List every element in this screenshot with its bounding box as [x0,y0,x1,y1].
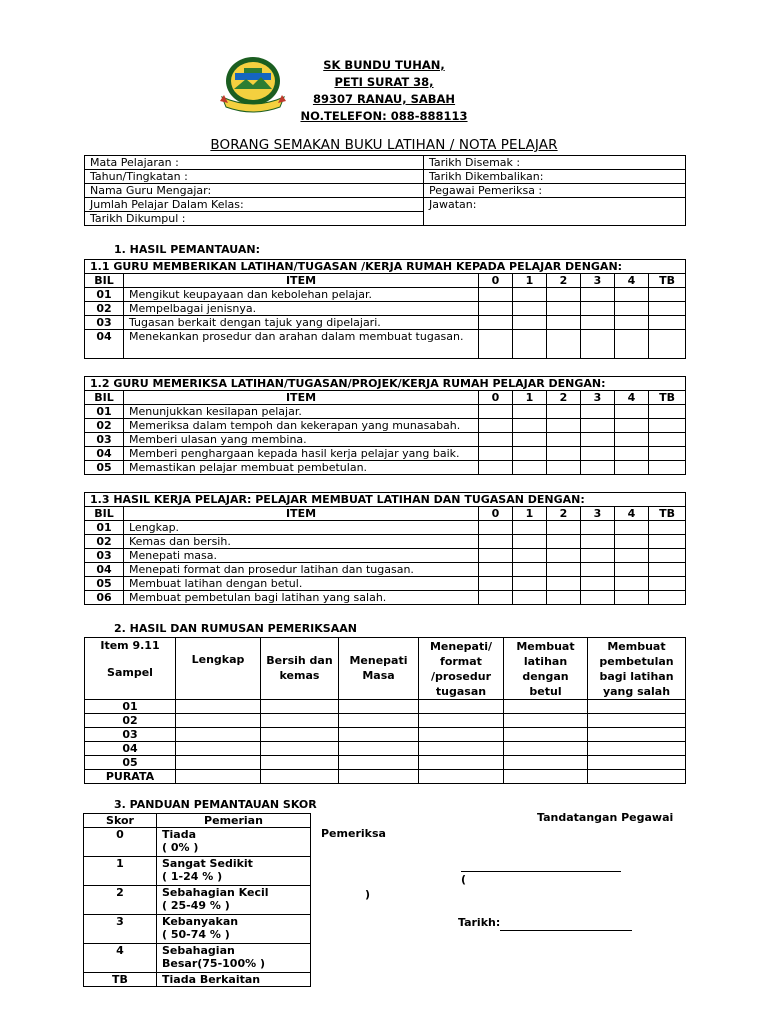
row-item: Memeriksa dalam tempoh dan kekerapan yang munasabah. [124,419,479,433]
col-membuat-pembetulan: Membuat pembetulan bagi latihan yang salah [588,638,686,700]
score-cell[interactable] [479,521,513,535]
score-cell[interactable] [513,461,547,475]
result-cell[interactable] [176,742,261,756]
score-cell[interactable] [649,521,686,535]
date-label: Tarikh: [458,916,501,929]
info-jumlah-pelajar[interactable]: Jumlah Pelajar Dalam Kelas: [85,198,424,212]
date-line[interactable] [500,930,632,931]
school-header [0,57,768,125]
result-cell[interactable] [504,728,588,742]
col-score-2: 2 [547,274,581,288]
score-cell[interactable] [581,549,615,563]
col-score-1: 1 [513,391,547,405]
result-cell[interactable] [504,756,588,770]
score-desc-2: ( 0% ) [162,841,199,854]
result-cell[interactable] [176,770,261,784]
row-bil: 04 [85,447,124,461]
score-cell[interactable] [581,405,615,419]
score-desc [157,857,311,886]
score-cell[interactable] [615,549,649,563]
result-cell[interactable] [419,742,504,756]
row-bil: 02 [85,419,124,433]
score-cell[interactable] [581,535,615,549]
row-bil: 04 [85,563,124,577]
row-bil: 03 [85,549,124,563]
signature-line[interactable] [461,871,621,872]
score-cell[interactable] [479,563,513,577]
score-cell[interactable] [513,302,547,316]
result-cell[interactable] [261,756,339,770]
score-cell[interactable] [479,535,513,549]
table-row [85,549,686,563]
score-cell[interactable] [547,521,581,535]
col-score-tb: TB [649,274,686,288]
score-cell[interactable] [581,288,615,302]
col-item: ITEM [124,274,479,288]
table-row [85,742,686,756]
row-bil: 03 [85,433,124,447]
score-cell[interactable] [547,447,581,461]
col-menepati-format: Menepati/ format /prosedur tugasan [419,638,504,700]
result-cell[interactable] [261,742,339,756]
score-cell[interactable] [513,577,547,591]
score-cell[interactable] [513,521,547,535]
score-cell[interactable] [615,433,649,447]
signature-paren-open: ( [461,873,467,886]
score-cell[interactable] [479,405,513,419]
score-cell[interactable] [581,330,615,359]
score-desc: Tiada Berkaitan [157,973,311,987]
score-cell[interactable] [649,433,686,447]
col-sampel [85,638,176,700]
score-desc [157,915,311,944]
score-guide-table [83,813,311,987]
score-cell[interactable] [479,591,513,605]
score-cell[interactable] [479,330,513,359]
result-cell[interactable] [176,728,261,742]
table-row [84,915,311,944]
result-cell[interactable] [588,700,686,714]
col-score-3: 3 [581,507,615,521]
score-desc-1: Sangat Sedikit [162,857,253,870]
school-phone: NO.TELEFON: 088-888113 [300,109,468,123]
score-cell[interactable] [479,461,513,475]
score-cell[interactable] [513,330,547,359]
score-cell[interactable] [479,288,513,302]
result-cell[interactable] [504,770,588,784]
score-cell[interactable] [513,316,547,330]
col-score-0: 0 [479,274,513,288]
table-row [85,728,686,742]
table-row [84,886,311,915]
table-row [85,433,686,447]
col-bil: BIL [85,274,124,288]
score-cell[interactable] [649,563,686,577]
table-1-3 [84,492,686,605]
table-row [85,461,686,475]
col-pemerian: Pemerian [157,814,311,828]
info-jawatan[interactable]: Jawatan: [424,198,686,226]
col-menepati-masa: Menepati Masa [339,638,419,700]
table-row [84,828,311,857]
result-cell[interactable] [339,714,419,728]
score-cell[interactable] [615,330,649,359]
col-score-3: 3 [581,274,615,288]
result-cell[interactable] [588,728,686,742]
score-value: 3 [84,915,157,944]
school-address-2: 89307 RANAU, SABAH [312,92,456,106]
score-cell[interactable] [479,316,513,330]
score-cell[interactable] [615,521,649,535]
result-cell[interactable] [261,700,339,714]
result-cell[interactable] [261,714,339,728]
result-cell[interactable] [588,756,686,770]
score-cell[interactable] [547,433,581,447]
score-value: 2 [84,886,157,915]
score-cell[interactable] [547,591,581,605]
row-item: Lengkap. [124,521,479,535]
score-cell[interactable] [649,302,686,316]
table-row [84,857,311,886]
result-cell[interactable] [419,700,504,714]
result-cell[interactable] [176,700,261,714]
score-cell[interactable] [615,461,649,475]
score-cell[interactable] [649,549,686,563]
row-bil: 01 [85,521,124,535]
result-cell[interactable] [588,742,686,756]
result-cell[interactable] [504,714,588,728]
row-bil: 01 [85,288,124,302]
score-cell[interactable] [547,577,581,591]
col-score-0: 0 [479,507,513,521]
score-desc [157,886,311,915]
score-cell[interactable] [615,405,649,419]
table-row [85,447,686,461]
score-value: TB [84,973,157,987]
table-row [84,973,311,987]
col-score-2: 2 [547,507,581,521]
section-1-title: 1. HASIL PEMANTAUAN: [114,243,261,256]
score-desc-1: Sebahagian Kecil [162,886,269,899]
section-3-title: 3. PANDUAN PEMANTAUAN SKOR [114,798,317,811]
row-bil: 02 [85,535,124,549]
score-cell[interactable] [513,433,547,447]
score-cell[interactable] [581,419,615,433]
col-sampel-bottom: Sampel [107,666,153,679]
signature-paren-close: ) [365,888,371,901]
row-item: Memberi penghargaan kepada hasil kerja pelajar yang baik. [124,447,479,461]
score-cell[interactable] [649,316,686,330]
result-cell[interactable] [588,714,686,728]
score-cell[interactable] [649,419,686,433]
row-bil: 02 [85,302,124,316]
info-tahun[interactable]: Tahun/Tingkatan : [85,170,424,184]
row-item: Tugasan berkait dengan tajuk yang dipelajari. [124,316,479,330]
score-desc-1: Tiada [162,828,196,841]
score-cell[interactable] [581,433,615,447]
row-item: Kemas dan bersih. [124,535,479,549]
result-cell[interactable] [261,728,339,742]
result-cell[interactable] [261,770,339,784]
score-cell[interactable] [547,288,581,302]
result-cell[interactable] [419,770,504,784]
col-bil: BIL [85,507,124,521]
score-cell[interactable] [479,447,513,461]
score-cell[interactable] [649,461,686,475]
result-cell[interactable] [588,770,686,784]
col-score-1: 1 [513,274,547,288]
score-cell[interactable] [581,302,615,316]
col-item: ITEM [124,391,479,405]
score-cell[interactable] [649,447,686,461]
table-row [85,577,686,591]
score-cell[interactable] [649,577,686,591]
table-1-1-title: 1.1 GURU MEMBERIKAN LATIHAN/TUGASAN /KERJA RUMAH KEPADA PELAJAR DENGAN: [85,260,686,274]
result-cell[interactable] [504,700,588,714]
row-item: Membuat latihan dengan betul. [124,577,479,591]
table-row [85,302,686,316]
col-score-4: 4 [615,391,649,405]
score-cell[interactable] [479,433,513,447]
score-cell[interactable] [547,535,581,549]
row-bil: 05 [85,461,124,475]
table-row [85,756,686,770]
info-nama-guru[interactable]: Nama Guru Mengajar: [85,184,424,198]
score-desc-1: Kebanyakan [162,915,239,928]
score-desc-2: Besar(75-100% ) [162,957,265,970]
result-cell[interactable] [419,728,504,742]
col-item: ITEM [124,507,479,521]
score-cell[interactable] [547,419,581,433]
table-row [85,316,686,330]
score-cell[interactable] [547,405,581,419]
score-cell[interactable] [649,330,686,359]
table-row [84,944,311,973]
info-tarikh-disemak[interactable]: Tarikh Disemak : [424,156,686,170]
col-score-4: 4 [615,274,649,288]
col-membuat-latihan: Membuat latihan dengan betul [504,638,588,700]
score-desc-1: Sebahagian [162,944,235,957]
score-cell[interactable] [649,591,686,605]
section-2-title: 2. HASIL DAN RUMUSAN PEMERIKSAAN [114,622,357,635]
result-cell[interactable] [339,742,419,756]
score-cell[interactable] [479,549,513,563]
score-cell[interactable] [547,461,581,475]
score-desc [157,828,311,857]
info-tarikh-dikembalikan[interactable]: Tarikh Dikembalikan: [424,170,686,184]
col-score-2: 2 [547,391,581,405]
score-value: 4 [84,944,157,973]
score-cell[interactable] [615,447,649,461]
row-bil: 04 [85,330,124,359]
col-score-tb: TB [649,507,686,521]
score-cell[interactable] [649,535,686,549]
row-bil: 05 [85,577,124,591]
score-cell[interactable] [581,591,615,605]
score-cell[interactable] [513,447,547,461]
table-1-3-title: 1.3 HASIL KERJA PELAJAR: PELAJAR MEMBUAT LATIHAN DAN TUGASAN DENGAN: [85,493,686,507]
row-item: Memastikan pelajar membuat pembetulan. [124,461,479,475]
table-row [85,714,686,728]
table-row [85,330,686,359]
col-lengkap: Lengkap [176,638,261,700]
row-bil: 06 [85,591,124,605]
sample-label: PURATA [85,770,176,784]
row-item: Menekankan prosedur dan arahan dalam membuat tugasan. [124,330,479,359]
score-desc-2: ( 50-74 % ) [162,928,230,941]
sample-label: 02 [85,714,176,728]
row-item: Menepati masa. [124,549,479,563]
table-row [85,419,686,433]
score-cell[interactable] [581,577,615,591]
score-cell[interactable] [547,302,581,316]
score-cell[interactable] [513,591,547,605]
school-address-1: PETI SURAT 38, [334,75,434,89]
score-cell[interactable] [547,330,581,359]
sample-label: 04 [85,742,176,756]
result-cell[interactable] [176,756,261,770]
table-row [85,405,686,419]
score-cell[interactable] [581,521,615,535]
score-cell[interactable] [547,549,581,563]
info-tarikh-dikumpul[interactable]: Tarikh Dikumpul : [85,212,424,226]
score-desc-2: ( 1-24 % ) [162,870,223,883]
table-1-1 [84,259,686,359]
score-cell[interactable] [615,535,649,549]
result-cell[interactable] [419,756,504,770]
row-item: Menepati format dan prosedur latihan dan tugasan. [124,563,479,577]
col-score-tb: TB [649,391,686,405]
sample-label: 01 [85,700,176,714]
table-row [85,700,686,714]
col-score-3: 3 [581,391,615,405]
score-cell[interactable] [615,563,649,577]
info-mata-pelajaran[interactable]: Mata Pelajaran : [85,156,424,170]
score-cell[interactable] [513,405,547,419]
info-pegawai-pemeriksa[interactable]: Pegawai Pemeriksa : [424,184,686,198]
table-row [85,591,686,605]
table-row [85,770,686,784]
row-item: Memberi ulasan yang membina. [124,433,479,447]
form-title: BORANG SEMAKAN BUKU LATIHAN / NOTA PELAJAR [210,137,558,153]
table-row [85,288,686,302]
score-cell[interactable] [479,419,513,433]
table-row [85,535,686,549]
col-skor: Skor [84,814,157,828]
row-item: Mengikut keupayaan dan kebolehan pelajar. [124,288,479,302]
score-cell[interactable] [615,591,649,605]
signature-label: Tandatangan Pegawai [537,811,674,824]
result-cell[interactable] [419,714,504,728]
result-cell[interactable] [339,700,419,714]
score-cell[interactable] [479,302,513,316]
sample-label: 03 [85,728,176,742]
summary-table [84,637,686,784]
score-cell[interactable] [547,316,581,330]
table-1-2-title: 1.2 GURU MEMERIKSA LATIHAN/TUGASAN/PROJEK/KERJA RUMAH PELAJAR DENGAN: [85,377,686,391]
col-bersih: Bersih dan kemas [261,638,339,700]
score-cell[interactable] [513,419,547,433]
col-score-0: 0 [479,391,513,405]
row-item: Mempelbagai jenisnya. [124,302,479,316]
sample-label: 05 [85,756,176,770]
score-value: 1 [84,857,157,886]
score-cell[interactable] [581,316,615,330]
col-score-1: 1 [513,507,547,521]
score-cell[interactable] [479,577,513,591]
row-bil: 03 [85,316,124,330]
score-cell[interactable] [649,288,686,302]
result-cell[interactable] [176,714,261,728]
score-cell[interactable] [513,535,547,549]
score-cell[interactable] [649,405,686,419]
score-cell[interactable] [581,447,615,461]
score-cell[interactable] [513,549,547,563]
info-table [84,155,686,226]
score-cell[interactable] [547,563,581,577]
score-cell[interactable] [615,316,649,330]
score-desc [157,944,311,973]
result-cell[interactable] [504,742,588,756]
result-cell[interactable] [339,770,419,784]
score-value: 0 [84,828,157,857]
table-row [85,521,686,535]
col-score-4: 4 [615,507,649,521]
score-cell[interactable] [581,563,615,577]
row-item: Membuat pembetulan bagi latihan yang salah. [124,591,479,605]
row-item: Menunjukkan kesilapan pelajar. [124,405,479,419]
score-cell[interactable] [581,461,615,475]
score-cell[interactable] [513,288,547,302]
result-cell[interactable] [339,756,419,770]
score-cell[interactable] [615,288,649,302]
score-cell[interactable] [615,577,649,591]
result-cell[interactable] [339,728,419,742]
school-name: SK BUNDU TUHAN, [323,58,445,72]
col-sampel-top: Item 9.11 [100,639,160,652]
score-cell[interactable] [615,419,649,433]
score-desc-2: ( 25-49 % ) [162,899,230,912]
table-1-2 [84,376,686,475]
signature-label-pemeriksa: Pemeriksa [321,827,386,840]
score-cell[interactable] [615,302,649,316]
score-cell[interactable] [513,563,547,577]
row-bil: 01 [85,405,124,419]
col-bil: BIL [85,391,124,405]
table-row [85,563,686,577]
